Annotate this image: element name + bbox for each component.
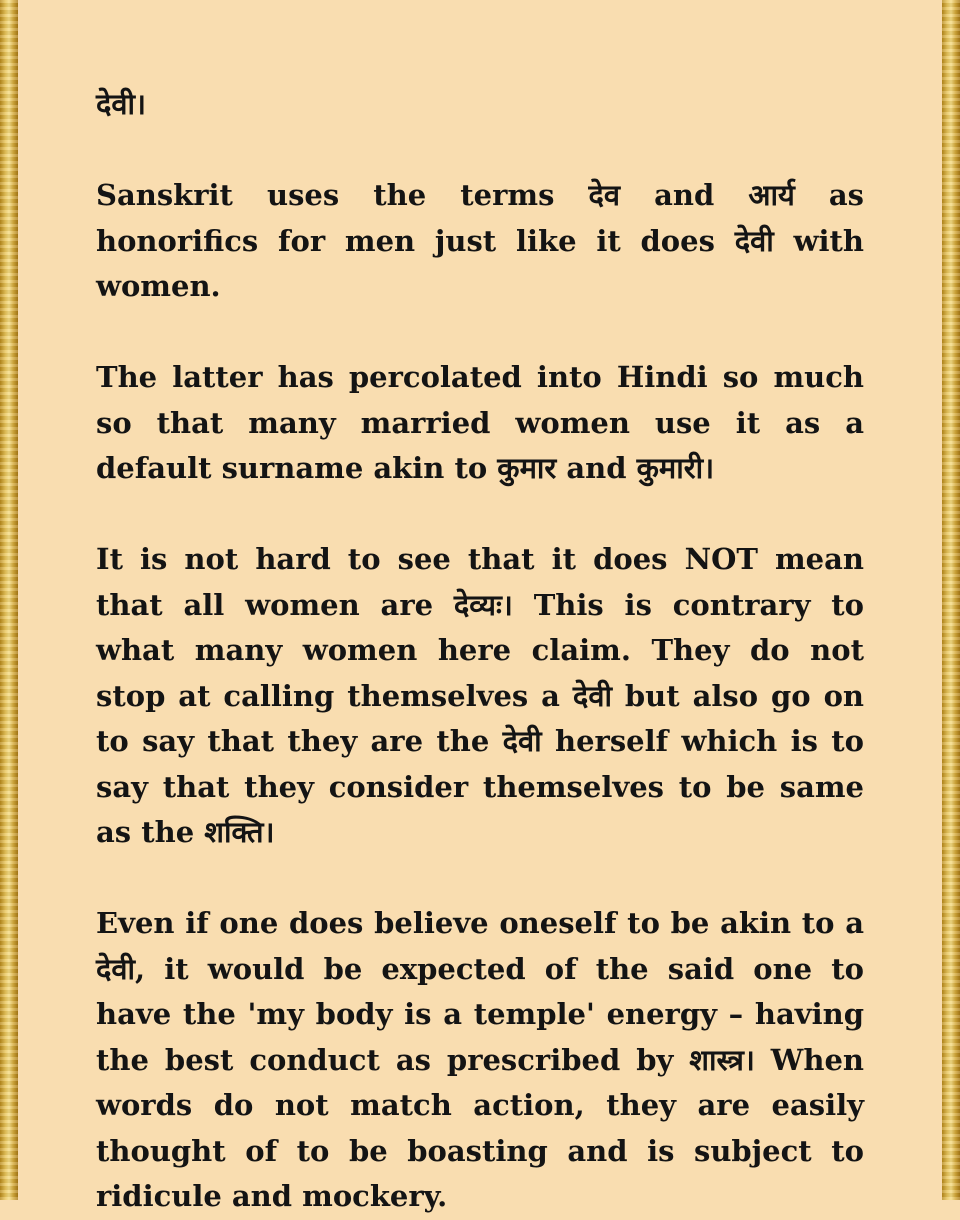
paragraph-hindi-surname: The latter has percolated into Hindi so much so that many married women use it as a default surname akin to कुमार and कुमारी। <box>96 360 864 485</box>
paragraph-women-claims: It is not hard to see that it does NOT mean that all women are देव्यः। This is contrary to what many women here claim. They do not stop at calling themselves a देवी but also go on to say that they are the देवी herself which is to say that they consider themselves to be same as the शक्ति। <box>96 542 864 849</box>
gold-border-right <box>942 0 960 1200</box>
paragraph-conduct: Even if one does believe oneself to be akin to a देवी, it would be expected of the said one to have the 'my body is a temple' energy – having the best conduct as prescribed by शास्त्र। When words do not match action, they are easily thought of to be boasting and is subject to ridicule and mockery. <box>96 906 864 1213</box>
text-card <box>18 0 942 1213</box>
paragraph-heading-devi: देवी। <box>96 87 147 121</box>
gold-border-left <box>0 0 18 1200</box>
text-body <box>96 82 864 1220</box>
paragraph-honorifics: Sanskrit uses the terms देव and आर्य as honorifics for men just like it does देवी with women. <box>96 178 864 303</box>
